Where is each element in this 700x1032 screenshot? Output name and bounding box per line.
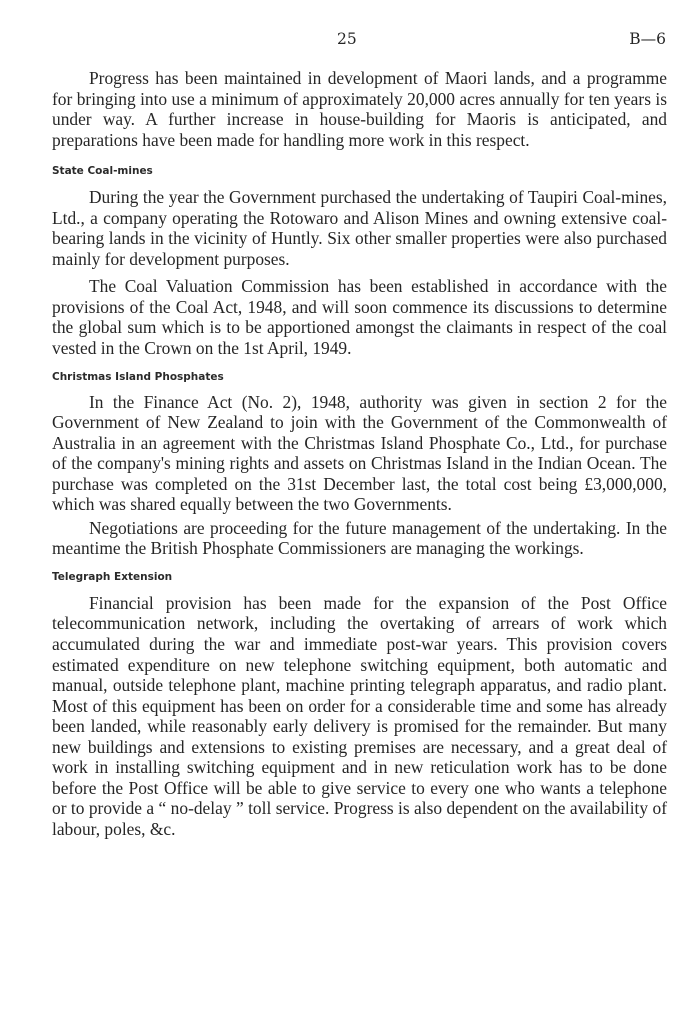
page-body xyxy=(52,68,667,840)
section-heading-state-coal-mines: State Coal-mines xyxy=(52,165,153,178)
phosphates-paragraph-2: Negotiations are proceeding for the future management of the undertaking. In the meantime the British Phosphate Commissioners are managing the workings. xyxy=(52,517,667,559)
section-heading-christmas-island-phosphates: Christmas Island Phosphates xyxy=(52,370,224,383)
page-header xyxy=(0,30,700,50)
phosphates-paragraph-1: In the Finance Act (No. 2), 1948, authority was given in section 2 for the Government of New Zealand to join with the Government of the Commonwealth of Australia in an agreement with the Christmas Island Phosphate Co., Ltd., for purchase of the company's mining rights and assets on Christmas Island in the Indian Ocean. The purchase was completed on the 31st December last, the total cost being £3,000,000, which was shared equally between the two Governments. xyxy=(52,391,667,515)
section-heading-telegraph-extension: Telegraph Extension xyxy=(52,570,173,583)
intro-paragraph: Progress has been maintained in development of Maori lands, and a programme for bringing into use a minimum of approximately 20,000 acres annually for ten years is under way. A further increase in house-building for Maoris is anticipated, and preparations have been made for handling more work in this respect. xyxy=(52,68,667,150)
telegraph-paragraph: Financial provision has been made for the expansion of the Post Office telecommunication network, including the overtaking of arrears of work which accumulated during the war and immediate post-war years. This provision covers estimated expenditure on new telephone switching equipment, both automatic and manual, outside telephone plant, machine printing telegraph apparatus, and radio plant. Most of this equipment has been on order for a considerable time and some has already been landed, while reasonably early delivery is promised for the remainder. But many new buildings and extensions to existing premises are necessary, and a great deal of work in installing switching equipment and in new reticulation work has to be done before the Post Office will be able to give service to every one who wants a telephone or to provide a “ no-delay ” toll service. Progress is also dependent on the availability of labour, poles, &c. xyxy=(52,592,667,839)
page-number: 25 xyxy=(337,30,357,48)
coal-mines-paragraph-2: The Coal Valuation Commission has been established in accordance with the provisions of the Coal Act, 1948, and will soon commence its discussions to determine the global sum which is to be apportioned amongst the claimants in respect of the coal vested in the Crown on the 1st April, 1949. xyxy=(52,276,667,359)
coal-mines-paragraph-1: During the year the Government purchased the undertaking of Taupiri Coal-mines, Ltd., a company operating the Rotowaro and Alison Mines and owning extensive coal-bearing lands in the vicinity of Huntly. Six other smaller properties were also purchased mainly for development purposes. xyxy=(52,187,667,269)
document-code: B—6 xyxy=(629,30,666,48)
